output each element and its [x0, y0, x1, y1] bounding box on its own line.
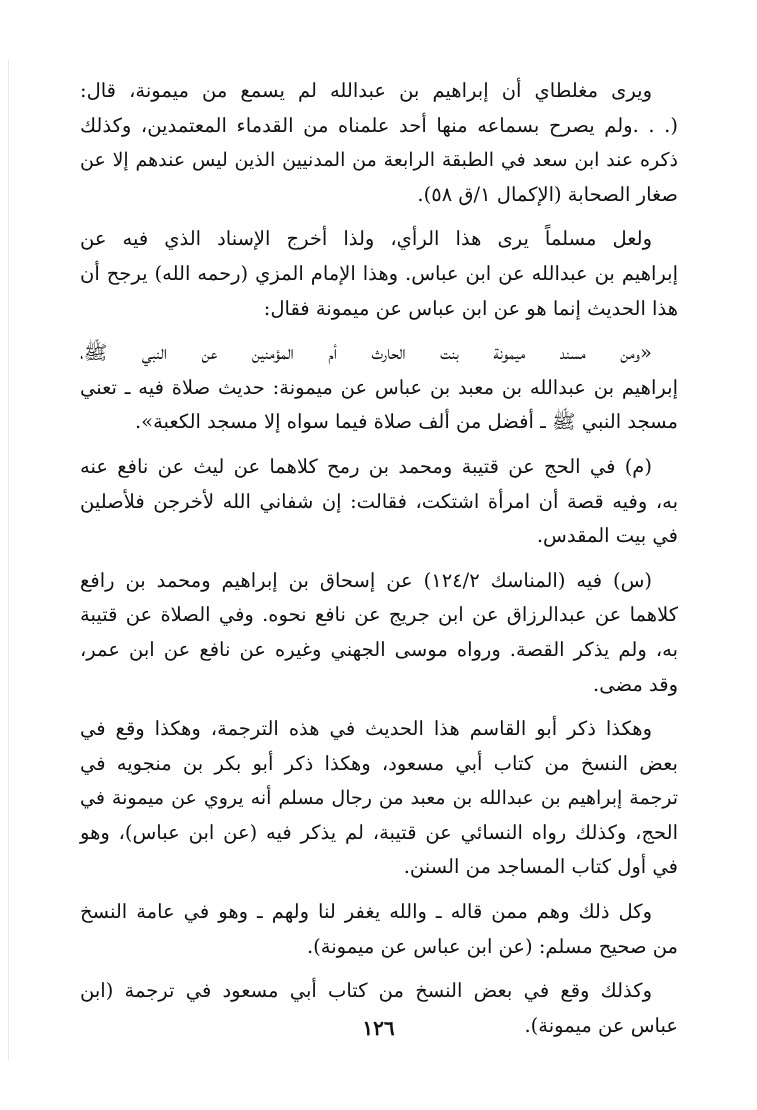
page-edge-shadow	[8, 60, 9, 1060]
text-line: به، وفيه قصة أن امرأة اشتكت، فقالت: إن شفاني الله لأخرجن فلأصلين	[80, 489, 678, 513]
text-line: وقد مضى.	[593, 672, 678, 696]
paragraph-7	[80, 895, 678, 964]
text-line: بعض النسخ من كتاب أبي مسعود، وهكذا ذكر أبو بكر بن منجويه في	[80, 751, 678, 775]
text-line: وكل ذلك وهم ممن قاله ـ والله يغفر لنا ولهم ـ وهو في عامة النسخ	[80, 900, 652, 924]
text-line: (م) في الحج عن قتيبة ومحمد بن رمح كلاهما عن ليث عن نافع عنه	[80, 454, 652, 478]
text-line: إبراهيم بن عبدالله بن معبد بن عباس عن ميمونة: حديث صلاة فيه ـ تعني	[80, 375, 678, 399]
text-line: الحج، وكذلك رواه النسائي عن قتيبة، لم يذكر فيه (عن ابن عباس)، وهو	[80, 820, 678, 844]
page-body	[80, 74, 678, 1053]
paragraph-6	[80, 712, 678, 885]
text-line: ذكره عند ابن سعد في الطبقة الرابعة من المدنيين الذين ليس عندهم إلا عن	[80, 149, 678, 172]
text-line: في بيت المقدس.	[536, 524, 678, 548]
paragraph-2	[80, 222, 678, 326]
text-line: هذا الحديث إنما هو عن ابن عباس عن ميمونة فقال:	[263, 296, 678, 320]
text-line: ترجمة إبراهيم بن عبدالله بن معبد من رجال مسلم أنه يروي عن ميمونة في	[80, 787, 678, 810]
text-line: (س) فيه (المناسك ١٢٤/٢) عن إسحاق بن إبراهيم ومحمد بن رافع	[80, 568, 652, 592]
text-line: وكذلك وقع في بعض النسخ من كتاب أبي مسعود في ترجمة (ابن	[80, 979, 652, 1003]
text-line: إبراهيم بن عبدالله عن ابن عباس. وهذا الإمام المزي (رحمه الله) يرجح أن	[80, 261, 678, 285]
quote-paragraph	[80, 336, 678, 440]
text-line: به، ولم يذكر القصة. ورواه موسى الجهني وغيره عن نافع عن ابن عمر،	[80, 637, 678, 661]
text-line: ولعل مسلماً يرى هذا الرأي، ولذا أخرج الإسناد الذي فيه عن	[80, 227, 652, 251]
text-line: ويرى مغلطاي أن إبراهيم بن عبدالله لم يسمع من ميمونة، قال:	[80, 79, 652, 102]
text-line: في أول كتاب المساجد من السنن.	[403, 855, 678, 879]
paragraph-1	[80, 74, 678, 212]
page-number: ١٢٦	[362, 1016, 395, 1040]
paragraph-muslim	[80, 450, 678, 554]
text-line: وهكذا ذكر أبو القاسم هذا الحديث في هذه الترجمة، وهكذا وقع في	[80, 717, 652, 741]
text-line: مسجد النبي ﷺ ـ أفضل من ألف صلاة فيما سواه إلا مسجد الكعبة».	[134, 410, 678, 434]
text-line: (. . .ولم يصرح بسماعه منها أحد علمناه من القدماء المعتمدين، وكذلك	[80, 113, 678, 137]
paragraph-nasai	[80, 564, 678, 702]
text-line: صغار الصحابة (الإكمال ١/ق ٥٨).	[417, 182, 678, 206]
text-line: «ومن مسند ميمونة بنت الحارث أم المؤمنين عن النبي ﷺ،	[80, 341, 652, 365]
text-line: كلاهما عن عبدالرزاق عن ابن جريج عن نافع نحوه. وفي الصلاة عن قتيبة	[80, 603, 678, 627]
text-line: من صحيح مسلم: (عن ابن عباس عن ميمونة).	[306, 934, 678, 958]
text-line: عباس عن ميمونة).	[524, 1013, 678, 1037]
